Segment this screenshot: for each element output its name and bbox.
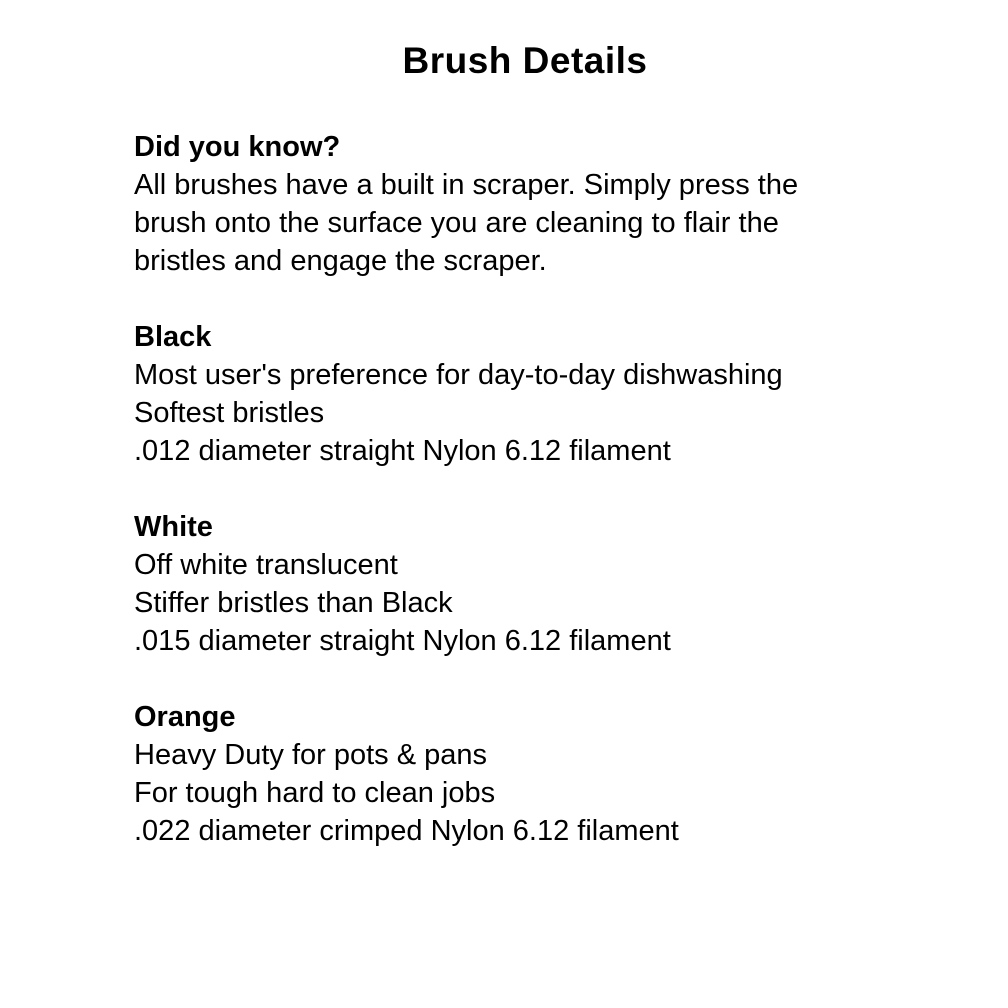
section-line: .015 diameter straight Nylon 6.12 filament	[134, 625, 671, 657]
section-line: Most user's preference for day-to-day dishwashing	[134, 359, 783, 391]
section-line: .012 diameter straight Nylon 6.12 filament	[134, 435, 671, 467]
section-line: .022 diameter crimped Nylon 6.12 filament	[134, 815, 679, 847]
section-line: For tough hard to clean jobs	[134, 777, 496, 809]
section-line: Stiffer bristles than Black	[134, 587, 453, 619]
section-did-you-know	[134, 128, 798, 280]
section-line: brush onto the surface you are cleaning to flair the	[134, 207, 779, 239]
section-white	[134, 508, 798, 660]
section-heading: White	[134, 511, 213, 543]
section-line: Softest bristles	[134, 397, 325, 429]
content	[134, 128, 798, 888]
section-heading: Did you know?	[134, 131, 341, 163]
section-orange	[134, 698, 798, 850]
section-line: All brushes have a built in scraper. Simply press the	[134, 169, 799, 201]
section-line: Heavy Duty for pots & pans	[134, 739, 487, 771]
section-heading: Black	[134, 321, 212, 353]
section-line: Off white translucent	[134, 549, 398, 581]
section-heading: Orange	[134, 701, 236, 733]
section-black	[134, 318, 798, 470]
section-line: bristles and engage the scraper.	[134, 245, 547, 277]
page-title: Brush Details	[402, 40, 648, 81]
